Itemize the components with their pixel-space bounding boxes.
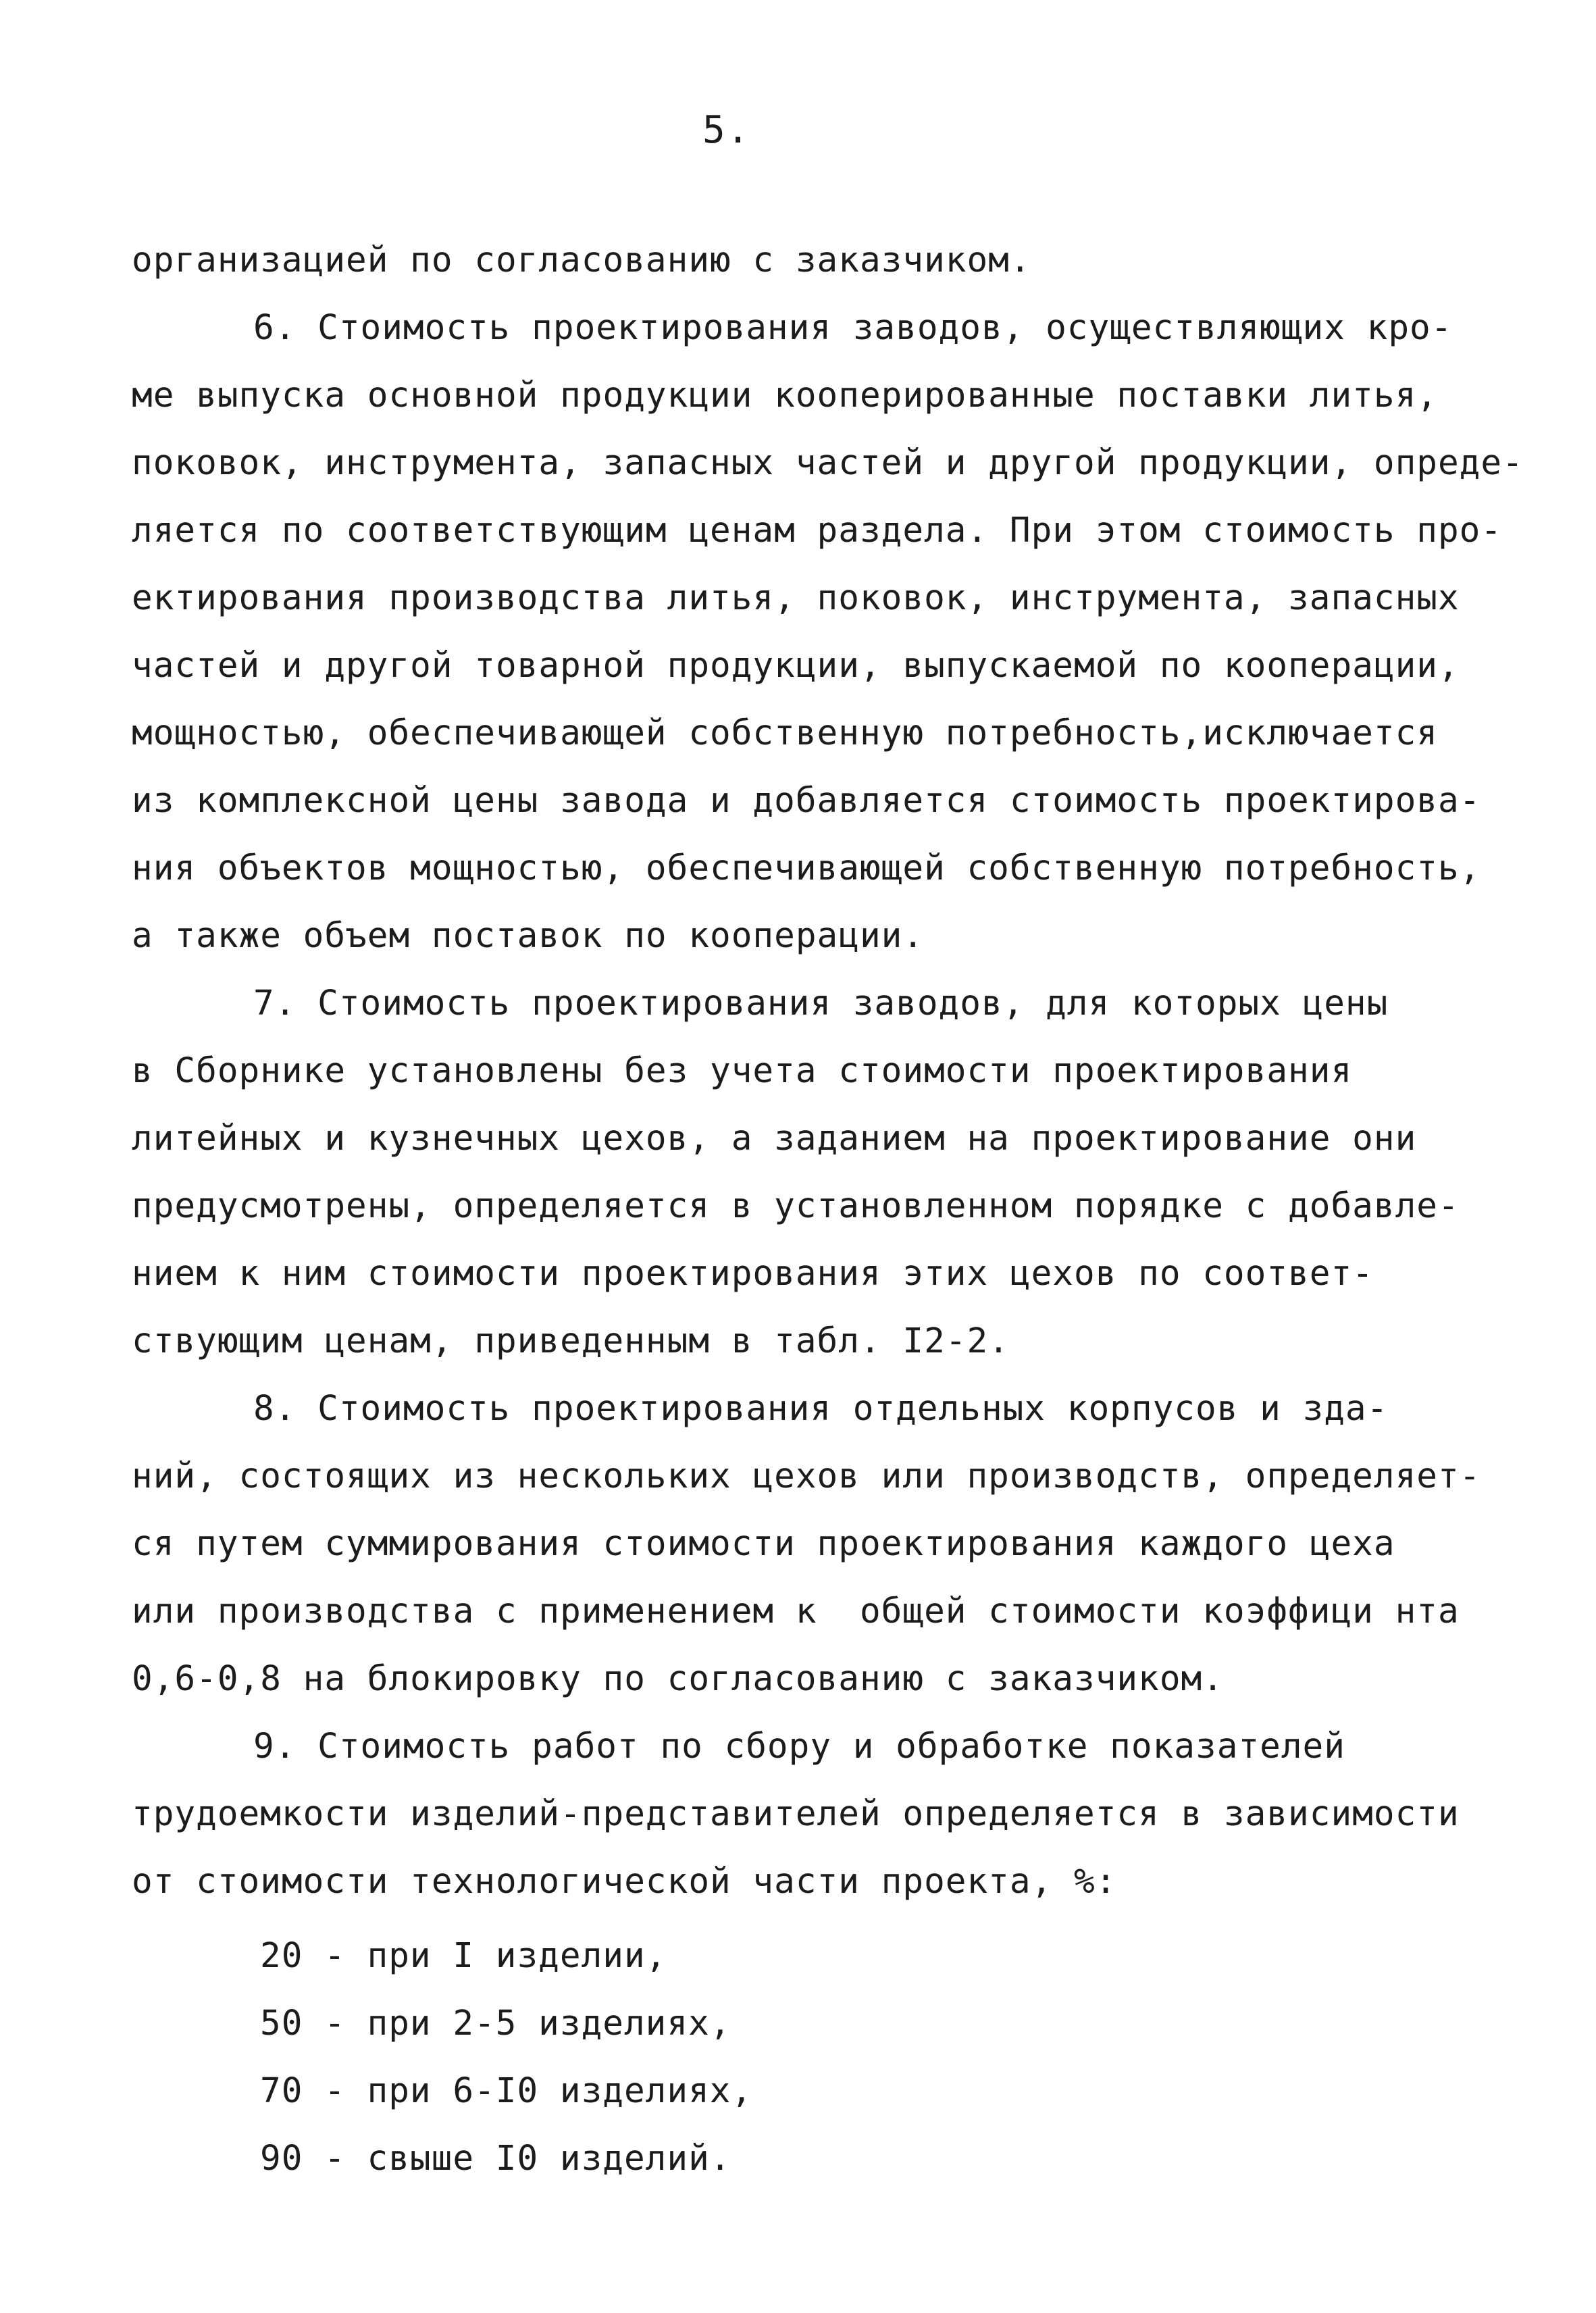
text-line: ся путем суммирования стоимости проектирования каждого цеха <box>132 1524 1395 1564</box>
paragraph-9-start: 9. Стоимость работ по сбору и обработке показателей <box>253 1727 1345 1766</box>
page-number: 5. <box>702 108 751 152</box>
list-item: 20 - при I изделии, <box>260 1936 667 1976</box>
text-line: предусмотрены, определяется в установленном порядке с добавле- <box>132 1186 1460 1226</box>
text-line: ме выпуска основной продукции кооперированные поставки литья, <box>132 376 1438 415</box>
paragraph-7-start: 7. Стоимость проектирования заводов, для которых цены <box>253 984 1389 1023</box>
text-line: ний, состоящих из нескольких цехов или производств, определяет- <box>132 1456 1481 1496</box>
list-item: 50 - при 2-5 изделиях, <box>260 2004 731 2043</box>
text-line: ляется по соответствующим ценам раздела. При этом стоимость про- <box>132 511 1503 551</box>
text-line: ния объектов мощностью, обеспечивающей собственную потребность, <box>132 848 1481 888</box>
text-line: трудоемкости изделий-представителей определяется в зависимости <box>132 1794 1460 1834</box>
text-line: а также объем поставок по кооперации. <box>132 916 925 956</box>
text-line: ектирования производства литья, поковок, инструмента, запасных <box>132 578 1460 618</box>
text-line: ствующим ценам, приведенным в табл. I2-2. <box>132 1321 1010 1361</box>
text-line: из комплексной цены завода и добавляется стоимость проектирова- <box>132 781 1481 821</box>
list-item: 90 - свыше I0 изделий. <box>260 2139 731 2179</box>
text-line: или производства с применением к общей стоимости коэффици нта <box>132 1592 1460 1631</box>
text-line: частей и другой товарной продукции, выпускаемой по кооперации, <box>132 646 1460 686</box>
text-line: от стоимости технологической части проекта, %: <box>132 1862 1117 1902</box>
text-line: 0,6-0,8 на блокировку по согласованию с заказчиком. <box>132 1659 1224 1699</box>
text-line: поковок, инструмента, запасных частей и другой продукции, опреде- <box>132 443 1524 483</box>
text-line: организацией по согласованию с заказчиком. <box>132 240 1031 280</box>
text-line: нием к ним стоимости проектирования этих цехов по соответ- <box>132 1254 1374 1294</box>
text-line: в Сборнике установлены без учета стоимости проектирования <box>132 1051 1353 1091</box>
text-line: мощностью, обеспечивающей собственную потребность,исключается <box>132 713 1438 753</box>
list-item: 70 - при 6-I0 изделиях, <box>260 2071 753 2111</box>
paragraph-6-start: 6. Стоимость проектирования заводов, осуществляющих кро- <box>253 308 1453 348</box>
paragraph-8-start: 8. Стоимость проектирования отдельных корпусов и зда- <box>253 1389 1389 1429</box>
text-line: литейных и кузнечных цехов, а заданием на проектирование они <box>132 1119 1417 1159</box>
